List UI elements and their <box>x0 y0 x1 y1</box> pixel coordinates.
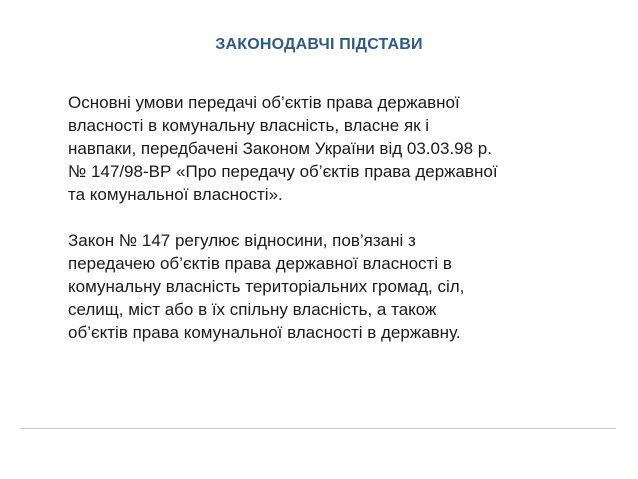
paragraph-2 <box>68 229 608 344</box>
text-line: об’єктів права комунальної власності в державну. <box>68 323 461 342</box>
bottom-divider <box>20 428 616 429</box>
text-line: та комунальної власності». <box>68 185 283 204</box>
text-line: селищ, міст або в їх спільну власність, а також <box>68 300 437 319</box>
text-line: № 147/98-ВР «Про передачу об’єктів права державної <box>68 162 498 181</box>
slide-title: ЗАКОНОДАВЧІ ПІДСТАВИ <box>215 36 423 53</box>
text-line: власності в комунальну власність, власне як і <box>68 116 430 135</box>
text-line: Основні умови передачі об’єктів права державної <box>68 93 460 112</box>
text-line: Закон № 147 регулює відносини, пов’язані з <box>68 231 416 250</box>
text-line: навпаки, передбачені Законом України від 03.03.98 р. <box>68 139 492 158</box>
paragraph-1 <box>68 91 608 206</box>
slide-body <box>68 91 608 344</box>
text-line: комунальну власність територіальних громад, сіл, <box>68 277 465 296</box>
text-line: передачею об’єктів права державної власності в <box>68 254 452 273</box>
